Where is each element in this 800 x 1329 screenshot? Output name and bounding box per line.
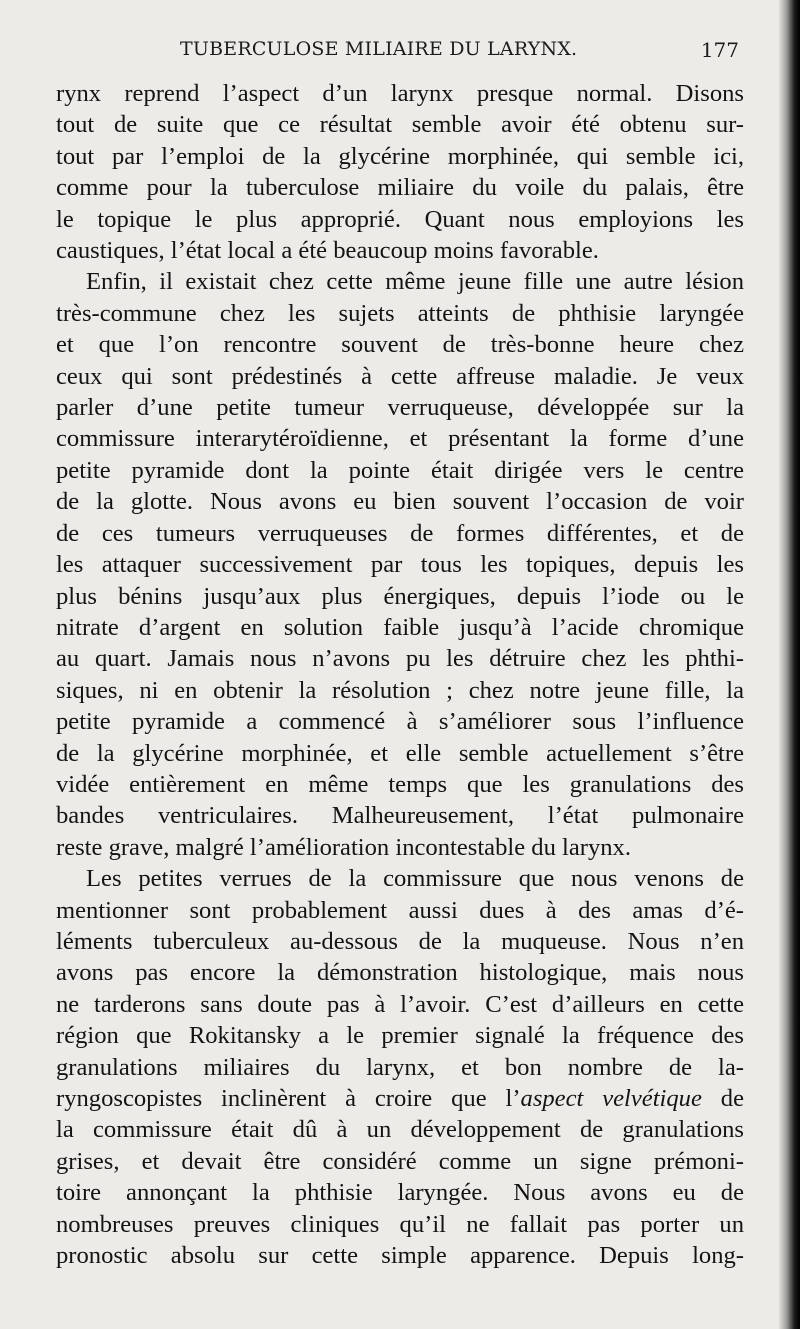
text-line: de la glotte. Nous avons eu bien souvent l’occasion de voir [56, 488, 744, 516]
text-line: les attaquer successivement par tous les topiques, depuis les [56, 551, 744, 579]
text-line: la commissure était dû à un développement de granulations [56, 1116, 744, 1144]
text-line: reste grave, malgré l’amélioration incontestable du larynx. [56, 833, 631, 861]
italic-phrase: aspect velvétique [520, 1085, 702, 1112]
text-line: le topique le plus approprié. Quant nous employions les [56, 205, 744, 233]
text-line: de ces tumeurs verruqueuses de formes différentes, et de [56, 519, 744, 547]
text-line: rynx reprend l’aspect d’un larynx presque normal. Disons [56, 80, 744, 107]
text-line: vidée entièrement en même temps que les granulations des [56, 770, 744, 798]
text-line: granulations miliaires du larynx, et bon nombre de la- [56, 1053, 744, 1081]
text-line: nombreuses preuves cliniques qu’il ne fallait pas porter un [56, 1210, 744, 1238]
text-line: grises, et devait être considéré comme un signe prémoni- [56, 1147, 744, 1175]
text-line: et que l’on rencontre souvent de très-bonne heure chez [56, 331, 744, 359]
text-line: bandes ventriculaires. Malheureusement, l’état pulmonaire [56, 802, 744, 830]
text-line: comme pour la tuberculose miliaire du voile du palais, être [56, 174, 744, 202]
text-line: petite pyramide a commencé à s’améliorer sous l’influence [56, 708, 744, 736]
text-line: région que Rokitansky a le premier signalé la fréquence des [56, 1022, 744, 1050]
text-line: tout par l’emploi de la glycérine morphinée, qui semble ici, [56, 142, 744, 170]
running-title: TUBERCULOSE MILIAIRE DU LARYNX. [180, 38, 578, 60]
text-line: parler d’une petite tumeur verruqueuse, développée sur la [56, 394, 744, 422]
text-line: mentionner sont probablement aussi dues à des amas d’é- [56, 896, 744, 924]
text-line: Enfin, il existait chez cette même jeune fille une autre lésion [86, 268, 744, 296]
text-line: au quart. Jamais nous n’avons pu les détruire chez les phthi- [56, 645, 744, 673]
text-line: ceux qui sont prédestinés à cette affreuse maladie. Je veux [56, 362, 744, 390]
text-line: de la glycérine morphinée, et elle semble actuellement s’être [56, 739, 744, 767]
text-line-with-italic [56, 1083, 744, 1114]
page-number: 177 [700, 38, 739, 62]
text-line: ne tarderons sans doute pas à l’avoir. C’est d’ailleurs en cette [56, 990, 744, 1018]
text-fragment: de [701, 1085, 744, 1112]
text-line: très-commune chez les sujets atteints de phthisie laryngée [56, 299, 744, 327]
text-line: avons pas encore la démonstration histologique, mais nous [56, 959, 744, 987]
page-header [55, 38, 745, 68]
text-line: toire annonçant la phthisie laryngée. Nous avons eu de [56, 1179, 744, 1207]
text-line: commissure interarytéroïdienne, et présentant la forme d’une [56, 425, 744, 453]
text-fragment: ryngoscopistes inclinèrent à croire que l’ [56, 1085, 521, 1112]
text-line: pronostic absolu sur cette simple apparence. Depuis long- [56, 1242, 744, 1270]
text-line: nitrate d’argent en solution faible jusqu’à l’acide chromique [56, 613, 744, 641]
body-text [56, 78, 744, 1271]
text-line: petite pyramide dont la pointe était dirigée vers le centre [56, 456, 744, 484]
text-line: siques, ni en obtenir la résolution ; chez notre jeune fille, la [56, 676, 744, 704]
text-line: plus bénins jusqu’aux plus énergiques, depuis l’iode ou le [56, 582, 744, 610]
text-line: caustiques, l’état local a été beaucoup moins favorable. [56, 237, 599, 265]
text-line: léments tuberculeux au-dessous de la muqueuse. Nous n’en [56, 927, 744, 955]
page-edge-shadow [778, 0, 800, 1329]
text-line: Les petites verrues de la commissure que nous venons de [86, 865, 744, 893]
text-line: tout de suite que ce résultat semble avoir été obtenu sur- [56, 111, 744, 139]
